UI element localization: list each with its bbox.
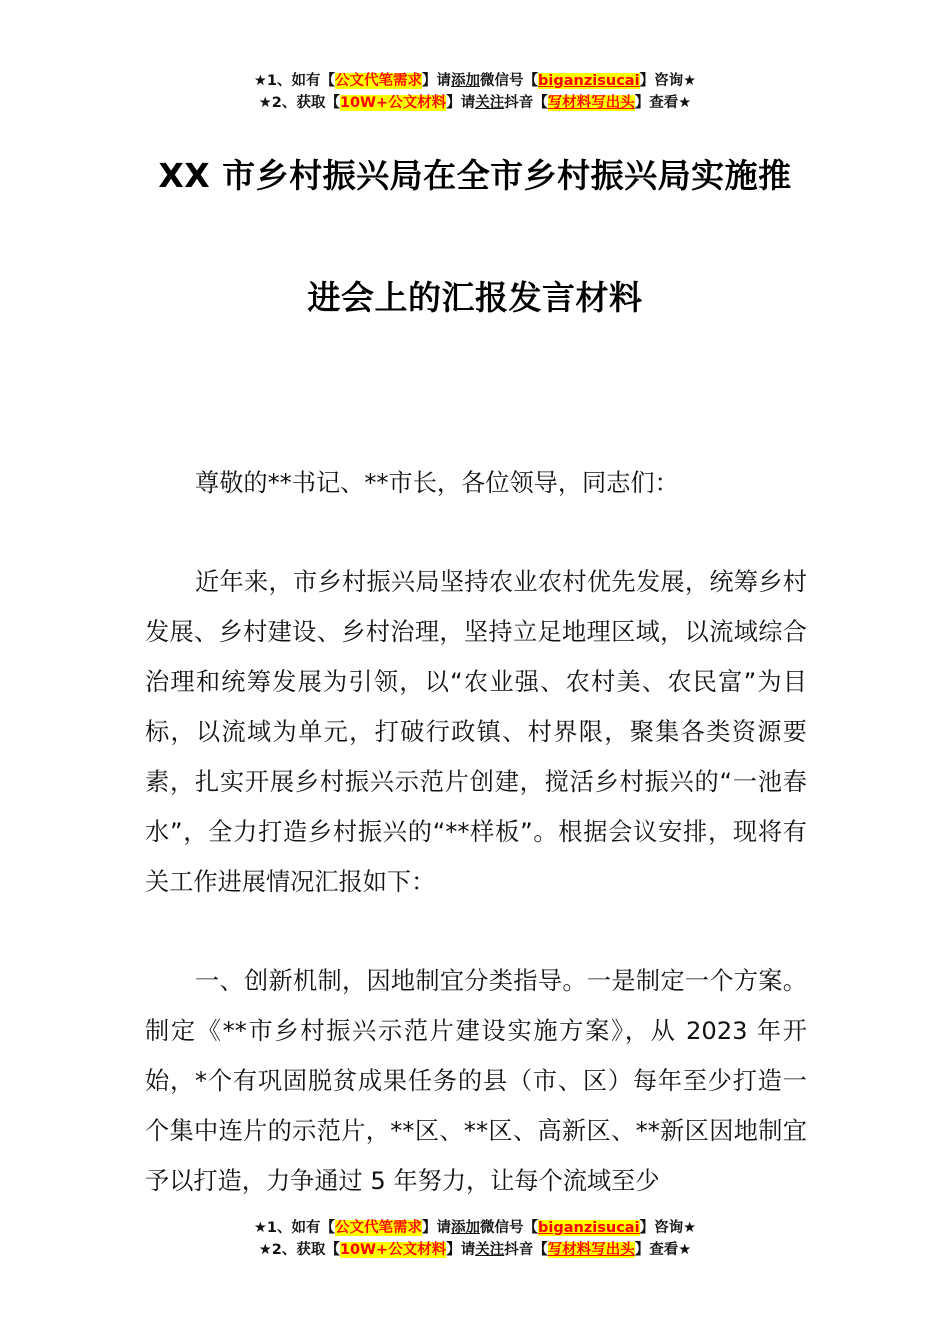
paragraph-section-one: 一、创新机制，因地制宜分类指导。一是制定一个方案。制定《**市乡村振兴示范片建设实施方案》，从 2023 年开始，*个有巩固脱贫成果任务的县（市、区）每年至少打造一个集中连片的示范片，**区、**区、高新区、**新区因地制宜予以打造，力争通过 5 年努力，让每个流域至少	[145, 967, 807, 1195]
promo-underlined-text: 关注	[475, 1242, 505, 1258]
promo-text: ★2、获取【	[258, 1242, 340, 1258]
salutation: 尊敬的**书记、**市长，各位领导，同志们：	[195, 469, 679, 497]
wechat-id-highlight: biganzisucai	[538, 1220, 640, 1236]
promo-text: 】咨询★	[639, 73, 697, 89]
promo-line-1	[0, 1217, 950, 1239]
promo-text: 】请	[446, 95, 476, 111]
header-promo-banner	[0, 70, 950, 114]
promo-highlight: 10W+公文材料	[339, 95, 447, 111]
document-title-line-2: 进会上的汇报发言材料	[307, 278, 643, 317]
promo-text: 】请	[422, 1220, 452, 1236]
promo-text: 微信号【	[480, 73, 539, 89]
promo-line-1	[0, 70, 950, 92]
document-title-line-1: XX 市乡村振兴局在全市乡村振兴局实施推	[158, 156, 792, 195]
promo-underlined-text: 添加	[451, 1220, 481, 1236]
promo-underlined-text: 关注	[475, 95, 505, 111]
promo-text: 】查看★	[634, 1242, 692, 1258]
promo-text: 抖音【	[504, 95, 548, 111]
promo-text: 微信号【	[480, 1220, 539, 1236]
promo-text: ★1、如有【	[253, 73, 336, 89]
promo-text: 】请	[446, 1242, 476, 1258]
paragraph-intro: 近年来，市乡村振兴局坚持农业农村优先发展，统筹乡村发展、乡村建设、乡村治理，坚持立足地理区域，以流域综合治理和统筹发展为引领，以“农业强、农村美、农民富”为目标，以流域为单元，打破行政镇、村界限，聚集各类资源要素，扎实开展乡村振兴示范片创建，搅活乡村振兴的“一池春水”，全力打造乡村振兴的“**样板”。根据会议安排，现将有关工作进展情况汇报如下：	[145, 568, 807, 896]
douyin-account-highlight: 写材料写出头	[547, 95, 635, 111]
promo-text: 】咨询★	[639, 1220, 697, 1236]
promo-line-2	[0, 92, 950, 114]
wechat-id-highlight: biganzisucai	[538, 73, 640, 89]
promo-text: 】查看★	[634, 95, 692, 111]
promo-text: ★2、获取【	[258, 95, 340, 111]
promo-underlined-text: 添加	[451, 73, 481, 89]
promo-text: 】请	[422, 73, 452, 89]
promo-text: 抖音【	[504, 1242, 548, 1258]
promo-highlight: 公文代笔需求	[335, 1220, 423, 1236]
footer-promo-banner	[0, 1217, 950, 1261]
promo-line-2	[0, 1239, 950, 1261]
promo-highlight: 10W+公文材料	[339, 1242, 447, 1258]
promo-highlight: 公文代笔需求	[335, 73, 423, 89]
douyin-account-highlight: 写材料写出头	[547, 1242, 635, 1258]
promo-text: ★1、如有【	[253, 1220, 336, 1236]
